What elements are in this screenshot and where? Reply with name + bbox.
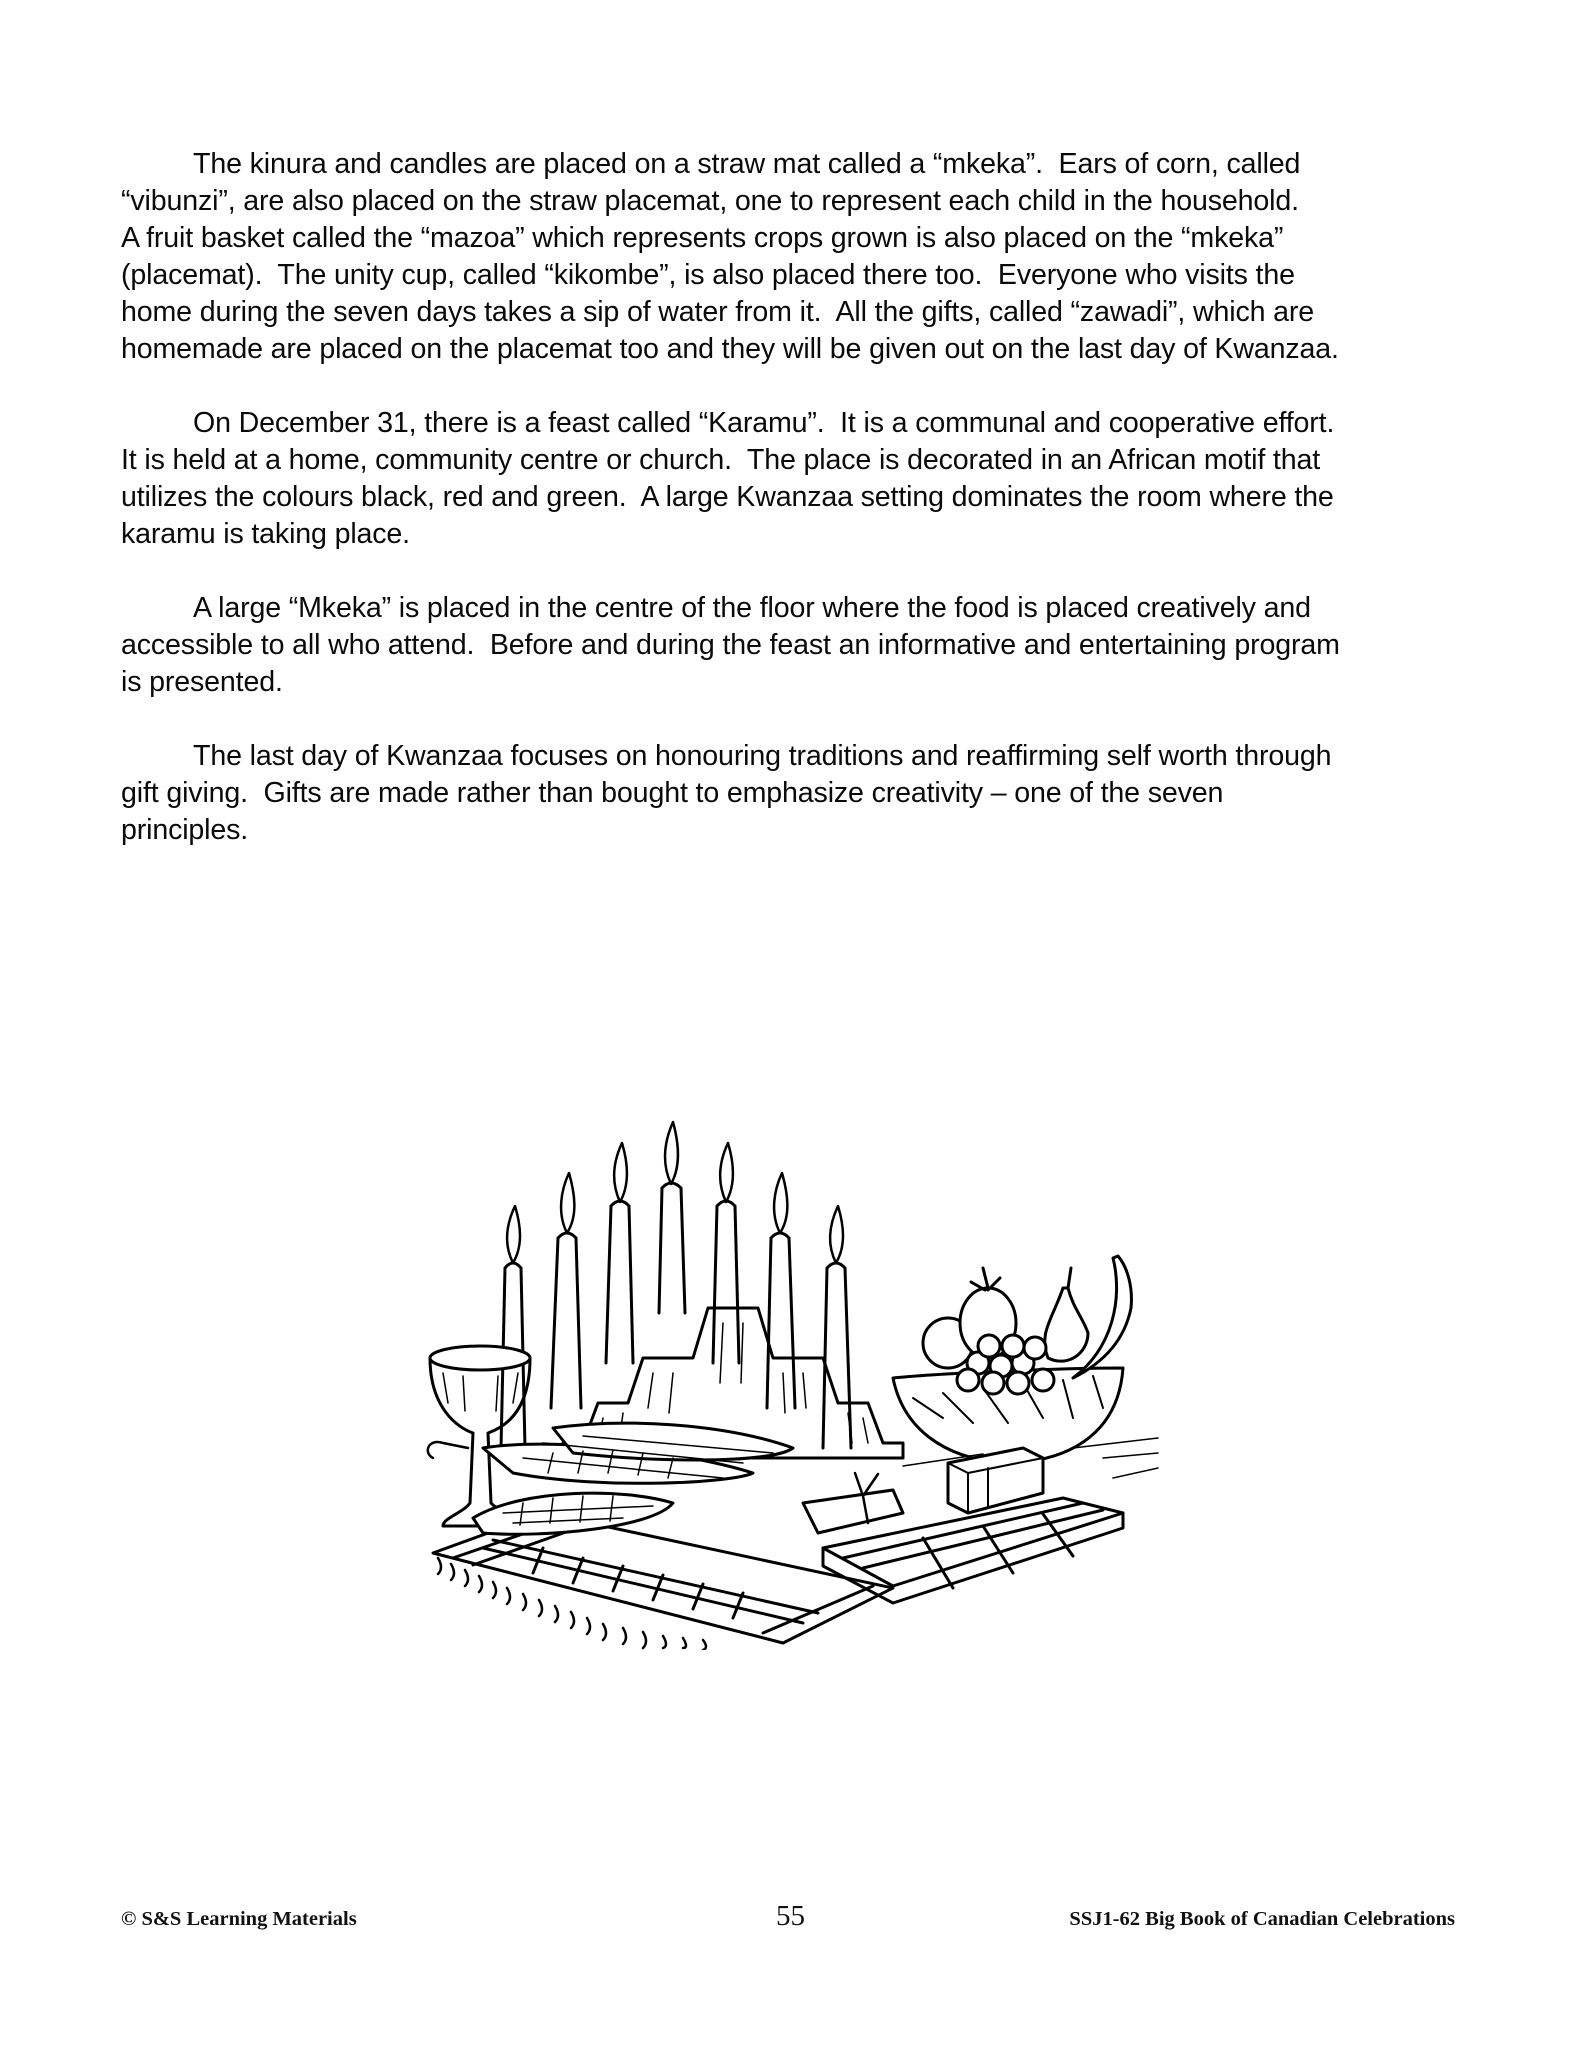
copyright-text: © S&S Learning Materials <box>121 1908 357 1930</box>
body-text <box>121 146 1466 886</box>
text-line: gift giving. Gifts are made rather than bought to emphasize creativity – one of the seven <box>121 777 1224 809</box>
text-line: The last day of Kwanzaa focuses on honouring traditions and reaffirming self worth through <box>193 740 1332 772</box>
text-line: karamu is taking place. <box>121 518 410 550</box>
unity-cup-icon <box>428 1346 530 1526</box>
page-footer <box>0 1898 1581 1942</box>
paragraph-mkeka <box>121 590 1466 701</box>
text-line: principles. <box>121 814 249 846</box>
paragraph-karamu <box>121 405 1466 553</box>
text-line: A fruit basket called the “mazoa” which represents crops grown is also placed on the “mkeka” <box>121 222 1284 254</box>
page-number: 55 <box>776 1900 805 1932</box>
kwanzaa-setting-illustration <box>423 1118 1163 1650</box>
corn-icon <box>473 1423 793 1534</box>
text-line: A large “Mkeka” is placed in the centre of the floor where the food is placed creatively and <box>193 592 1311 624</box>
text-line: On December 31, there is a feast called “Karamu”. It is a communal and cooperative effort. <box>193 407 1335 439</box>
paragraph-last-day <box>121 738 1466 849</box>
text-line: homemade are placed on the placemat too and they will be given out on the last day of Kwanzaa. <box>121 333 1339 365</box>
book-title: SSJ1-62 Big Book of Canadian Celebrations <box>1069 1908 1455 1930</box>
text-line: accessible to all who attend. Before and during the feast an informative and entertaining program <box>121 629 1340 661</box>
paragraph-kikombe <box>121 146 1466 368</box>
fruit-basket-icon <box>893 1256 1131 1463</box>
text-line: “vibunzi”, are also placed on the straw placemat, one to represent each child in the household. <box>121 185 1299 217</box>
text-line: utilizes the colours black, red and green. A large Kwanzaa setting dominates the room where the <box>121 481 1334 513</box>
text-line: The kinura and candles are placed on a straw mat called a “mkeka”. Ears of corn, called <box>193 148 1301 180</box>
text-line: It is held at a home, community centre or church. The place is decorated in an African motif that <box>121 444 1321 476</box>
text-line: home during the seven days takes a sip of water from it. All the gifts, called “zawadi”, which are <box>121 296 1315 328</box>
text-line: is presented. <box>121 666 283 698</box>
text-line: (placemat). The unity cup, called “kikombe”, is also placed there too. Everyone who visits the <box>121 259 1295 291</box>
